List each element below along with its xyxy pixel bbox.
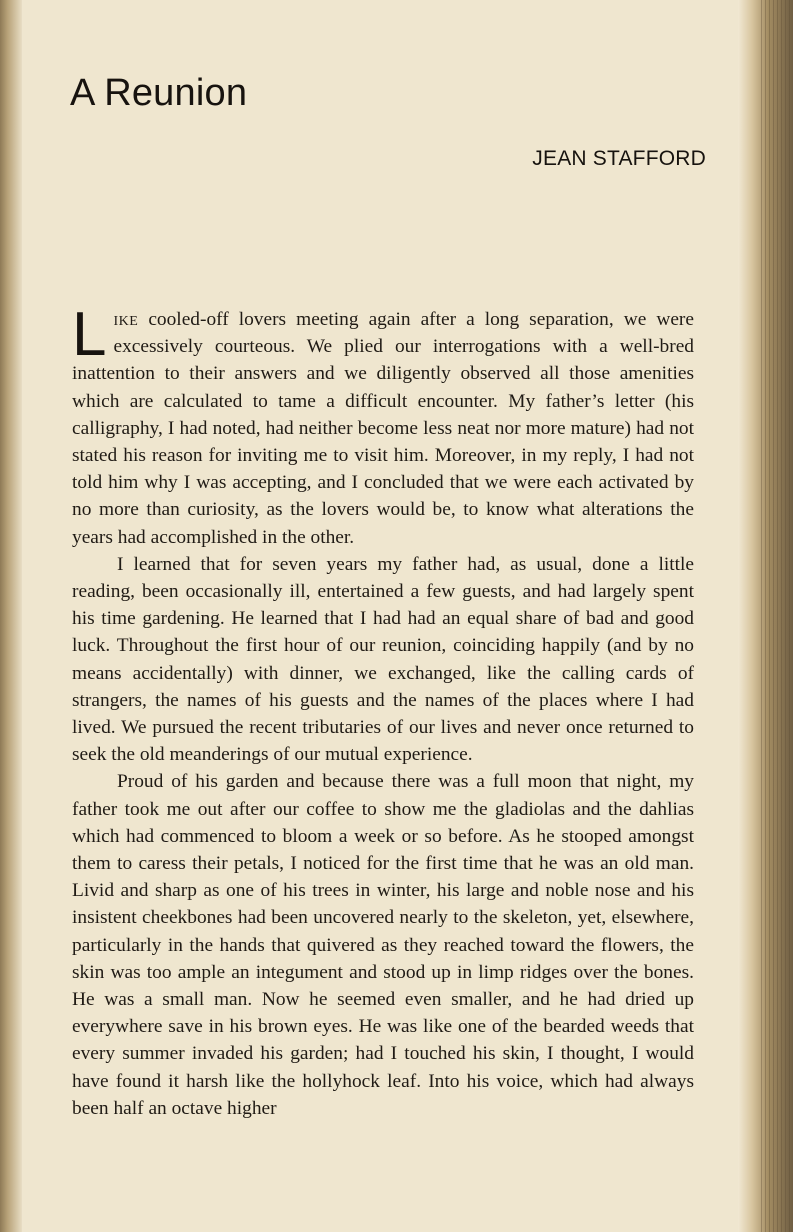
author-name: JEAN STAFFORD [532,147,706,170]
page-edge-texture [761,0,793,1232]
page-gutter-shadow [0,0,22,1232]
story-body [72,300,694,1119]
paragraph-1 [72,300,694,551]
drop-cap: L [72,300,107,369]
paragraph-2: I learned that for seven years my father had, as usual, done a little reading, been occasionally ill, entertained a few guests, and had largely spent his time gardening. He learned that I had had an equal share of bad and good luck. Throughout the first hour of our reunion, coinciding happily (and by no means accidentally) with dinner, we exchanged, like the calling cards of strangers, the names of his guests and the names of the places where I had lived. We pursued the recent tributaries of our lives and never once returned to seek the old meanderings of our mutual experience. [72,553,694,766]
paragraph-3: Proud of his garden and because there was a full moon that night, my father took me out after our coffee to show me the gladiolas and the dahlias which had commenced to bloom a week or so before. As he stooped amongst them to caress their petals, I noticed for the first time that he was an old man. Livid and sharp as one of his trees in winter, his large and noble nose and his insistent cheekbones had been uncovered nearly to the skeleton, yet, elsewhere, particularly in the hands that quivered as they reached toward the flowers, the skin was too ample an integument and stood up in limp ridges over the bones. He was a small man. Now he seemed even smaller, and he had dried up everywhere save in his brown eyes. He was like one of the bearded weeds that every summer invaded his garden; had I touched his skin, I thought, I would have found it harsh like the hollyhock leaf. Into his voice, which had always been half an octave higher [72,771,694,1119]
paragraph-1-text: cooled-off lovers meeting again after a long separation, we were excessively courteous. We plied our interrogations with a well-bred inattention to their answers and we diligently observed all those amenities which are calculated to tame a difficult encounter. My father’s letter (his calligraphy, I had noted, had neither become less neat nor more mature) had not stated his reason for inviting me to visit him. Moreover, in my reply, I had not told him why I was accepting, and I concluded that we were each activated by no more than curiosity, as the lovers would be, to know what alterations the years had accomplished in the other. [72,309,694,548]
opening-small-caps: ike [113,309,139,330]
story-title: A Reunion [70,72,248,114]
